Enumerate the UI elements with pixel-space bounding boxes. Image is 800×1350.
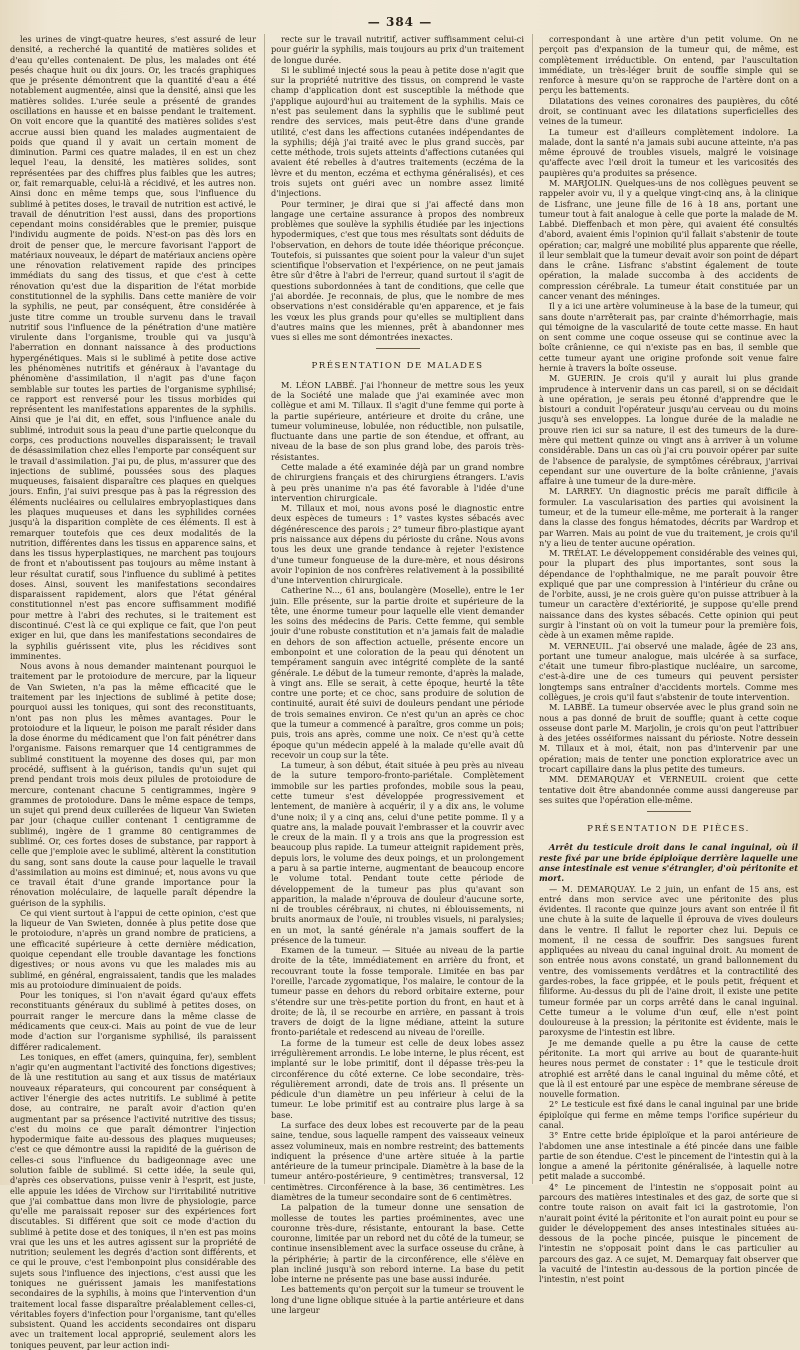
section-title-pieces: PRÉSENTATION DE PIÈCES. — [587, 824, 750, 835]
columns — [10, 34, 798, 1350]
paragraph: 2° Le testicule est fixé dans le canal inguinal par une bride épiploïque qui ferme en même temps l'orifice supérieur du canal. — [539, 1099, 798, 1130]
paragraph: Les battements qu'on perçoit sur la tumeur se trouvent le long d'une ligne oblique située à la partie antérieure et dans une largeur — [271, 1284, 524, 1316]
column-right — [532, 34, 798, 1285]
paragraph: Pour terminer, je dirai que si j'ai affecté dans mon langage une certaine assurance à propos des nombreux problèmes que soulève la syphilis étudiée par les injections hypodermiques, c'est que tous mes résultats sont déduits de l'observation, en dehors de toute idée théorique préconçue. Toutefois, si puissantes que soient pour la valeur d'un sujet scientifique l'observation et l'expérience, on ne peut jamais être sûr d'être à l'abri de l'erreur, quand surtout il s'agit de questions subordonnées à tant de conditions, que celle que j'ai abordée. Je reconnais, de plus, que le nombre de mes observations n'est considérable qu'en apparence, et je fais les vœux les plus grands pour qu'elles se multiplient dans d'autres mains que les miennes, prêt à abandonner mes vues si elles me sont démontrées inexactes. — [271, 198, 524, 343]
paragraph: M. Tillaux et moi, nous avons posé le diagnostic entre deux espèces de tumeurs : 1° vastes kystes sébacés avec dégénérescence des parois ; 2° tumeur fibro-plastique ayant pris naissance aux dépens du périoste du crâne. Nous avons tous les deux une grande tendance à rejeter l'existence d'une tumeur fongueuse de la dure-mère, et nous désirons avoir l'opinion de nos confrères relativement à la possibilité d'une intervention chirurgicale. — [271, 503, 524, 586]
paragraph: 3° Entre cette bride épiploïque et la paroi antérieure de l'abdomen une anse intestinale a été pincée dans une faible partie de son étendue. C'est le pincement de l'intestin qui à la longue a amené la péritonite généralisée, à laquelle notre petit malade a succombé. — [539, 1130, 798, 1182]
paragraph: Il y a ici une artère volumineuse à la base de la tumeur, qui sans doute n'arrêterait pas, par crainte d'hémorrhagie, mais qui témoigne de la vascularité de toute cette masse. En haut on sent comme une coque osseuse qui se continue avec la boîte crânienne, ce qui n'existe pas en bas, il semble que cette tumeur ayant une origine profonde soit venue faire hernie à travers la boîte osseuse. — [539, 301, 798, 373]
paragraph: recte sur le travail nutritif, activer suffisamment celui-ci pour guérir la syphilis, mais toujours au prix d'un traitement de longue durée. — [271, 34, 524, 65]
paragraph: Nous avons à nous demander maintenant pourquoi le traitement par le protoiodure de mercure, par la liqueur de Van Swieten, n'a pas la même efficacité que le traitement par les injections de sublimé à petite dose; pourquoi aussi les toniques, qui sont des reconstituants, n'ont pas non plus les mêmes avantages. Pour le protoiodure et la liqueur, le poison me paraît résider dans la dose énorme du médicament que l'on fait pénétrer dans l'organisme. Faisons remarquer que 14 centigrammes de sublimé constituent la moyenne des doses qui, par mon procédé, suffisent à la guérison, tandis qu'un sujet qui prend pendant trois mois deux pilules de protoiodure de mercure, contenant chacune 5 centigrammes, ingère 9 grammes de protoiodure. Dans le même espace de temps, un sujet qui prend deux cuillerées de liqueur Van Swieten par jour (chaque cuiller contenant 1 centigramme de sublimé), ingère de 1 gramme 80 centigrammes de sublimé. Or, ces fortes doses de substance, par rapport à celle que j'emploie avec le sublimé, altèrent la constitution du sang, sont sans doute la cause pour laquelle le travail d'assimilation au moins est diminué; et, nous avons vu que ce travail était d'une grande importance pour la rénovation moléculaire, de laquelle paraît dépendre la guérison de la syphilis. — [10, 661, 256, 908]
paragraph: La tumeur est d'ailleurs complètement indolore. La malade, dont la santé n'a jamais subi aucune atteinte, n'a pas même éprouvé de troubles visuels, malgré le voisinage qu'affecte avec l'œil droit la tumeur et les varicosités des paupières qu'a produites sa présence. — [539, 126, 798, 178]
paragraph: M. GUERIN. Je crois qu'il y aurait lui plus grande imprudence à intervenir dans un cas pareil, si on se décidait à une opération, je serais peu étonné d'apprendre que le bistouri a conduit l'opérateur jusqu'au cerveau ou du moins jusqu'à ses enveloppes. La longue durée de la maladie ne prouve rien ici sur sa nature, il est des tumeurs de la dure-mère qui mettent quinze ou vingt ans à arriver à un volume considérable. Dans un cas où j'ai cru pouvoir opérer par suite de l'absence de paralysie, de symptômes cérébraux, j'arrivai cependant sur une ouverture de la boîte crânienne, j'avais affaire à une tumeur de la dure-mère. — [539, 373, 798, 487]
paragraph: Dilatations des veines coronaires des paupières, du côté droit, se continuant avec les dilatations superficielles des veines de la tumeur. — [539, 95, 798, 127]
paragraph: MM. DEMARQUAY et VERNEUIL croient que cette tentative doit être abandonnée comme aussi dangereuse par ses suites que l'opération elle-même. — [539, 774, 798, 805]
paragraph: M. LÉON LABBÉ. J'ai l'honneur de mettre sous les yeux de la Société une malade que j'ai examinée avec mon collègue et ami M. Tillaux. Il s'agit d'une femme qui porte à la partie supérieure, antérieure et droite du crâne, une tumeur volumineuse, lobulée, non réductible, non pulsatile, fluctuante dans une partie de son étendue, et offrant, au niveau de la base de son plus grand lobe, des parois très-résistantes. — [271, 379, 524, 462]
paragraph: M. VERNEUIL. J'ai observé une malade, âgée de 23 ans, portant une tumeur analogue, mais ulcérée à sa surface, c'était une tumeur fibro-plastique nucléaire, un sarcome, c'est-à-dire une de ces tumeurs qui peuvent persister longtemps sans entraîner d'accidents mortels. Comme mes collègues, je crois qu'il faut s'abstenir de toute intervention. — [539, 640, 798, 702]
paragraph: correspondant à une artère d'un petit volume. On ne perçoit pas d'expansion de la tumeur qui, de même, est complètement irréductible. On entend, par l'auscultation immédiate, un très-léger bruit de souffle simple qui se renforce à mesure qu'on se rapproche de l'artère dont on a perçu les battements. — [539, 34, 798, 96]
case-heading: Arrêt du testicule droit dans le canal inguinal, où il reste fixé par une bride épiploïque derrière laquelle une anse intestinale est venue s'étrangler, d'où péritonite et mort. — [539, 842, 798, 884]
paragraph: 4° Le pincement de l'intestin ne s'opposait point au parcours des matières intestinales et des gaz, de sorte que si contre toute raison on avait fait ici la gastrotomie, l'on n'aurait point évité la péritonite et l'on aurait point eu pour se guider le développement des anses intestinales situées au-dessous de la poche pincée, puisque le pincement de l'intestin ne s'opposait point dans le cas particulier au parcours des gaz. A ce sujet, M. Demarquay fait observer que la vacuité de l'intestin au-dessous de la portion pincée de l'intestin, n'est point — [539, 1181, 798, 1285]
paragraph: — M. DEMARQUAY. Le 2 juin, un enfant de 15 ans, est entré dans mon service avec une péritonite des plus évidentes. Il raconte que quinze jours avant son entrée il fit une chute à la suite de laquelle il éprouva de vives douleurs dans le ventre. Il fallut le reporter chez lui. Depuis ce moment, il ne cessa de souffrir. Des sangsues furent appliquées au niveau du canal inguinal droit. Au moment de son entrée nous avons constaté, un grand ballonnement du ventre, des vomissements verdâtres et la contractilité des gardes-robes, la face grippée, et le pouls petit, fréquent et filiforme. Au-dessus du pli de l'aine droit, il existe une petite tumeur formée par un corps arrêté dans le canal inguinal. Cette tumeur a le volume d'un œuf, elle n'est point douloureuse à la pression; la péritonite est évidente, mais le paroxysme de l'intestin est libre. — [539, 883, 798, 1038]
paragraph: La tumeur, à son début, était située à peu près au niveau de la suture temporo-fronto-pariétale. Complètement immobile sur les parties profondes, mobile sous la peau, cette tumeur s'est développée progressivement et lentement, de manière à acquérir, il y a dix ans, le volume d'une noix; il y a cinq ans, celui d'une petite pomme. Il y a quatre ans, la malade pouvait l'embrasser et la couvrir avec le creux de la main. Il y a trois ans que la progression est beaucoup plus rapide. La tumeur atteignit rapidement près, depuis lors, le volume des deux poings, et un prolongement a paru à sa partie interne, augmentant de beaucoup encore le volume total. Pendant toute cette période de développement de la tumeur pas plus qu'avant son apparition, la malade n'éprouva de douleur d'aucune sorte, ni de troubles cérébraux, ni chutes, ni éblouissements, ni bruits anormaux de l'ouïe, ni troubles visuels, ni paralysies; en un mot, la santé générale n'a jamais souffert de la présence de la tumeur. — [271, 760, 524, 945]
paragraph: Si le sublimé injecté sous la peau à petite dose n'agit que sur la propriété nutritive des tissus, on comprend le vaste champ d'application dont est susceptible la méthode que j'applique aujourd'hui au traitement de la syphilis. Mais ce n'est pas seulement dans la syphilis que le sublimé peut rendre des services, mais peut-être dans d'une grande utilité, c'est dans les affections cutanées indépendantes de la syphilis; déjà j'ai traité avec le plus grand succès, par cette méthode, trois sujets atteints d'affections cutanées qui avaient été rebelles à d'autres traitements (eczéma de la lèvre et du menton, eczéma et ecthyma généralisés), et ces trois sujets ont guéri avec un nombre assez limité d'injections. — [271, 64, 524, 199]
paragraph: Examen de la tumeur. — Située au niveau de la partie droite de la tête, immédiatement en arrière du front, et recouvrant toute la fosse temporale. Limitée en bas par l'oreille, l'arcade zygomatique, l'os malaire, le contour de la tumeur passe en dehors du rebord orbitaire externe, pour s'étendre sur une très-petite portion du front, en haut et à droite; de là, il se recourbe en arrière, en passant à trois travers de doigt de la ligne médiane, atteint la suture fronto-pariétale et redescend au niveau de l'oreille. — [271, 945, 524, 1038]
page-number: — 384 — — [367, 15, 433, 29]
paragraph: M. MARJOLIN. Quelques-uns de nos collègues peuvent se rappeler avoir vu, il y a quelque vingt-cinq ans, à la clinique de Lisfranc, une jeune fille de 16 à 18 ans, portant une tumeur tout à fait analogue à celle que porte la malade de M. Labbé. Dieffenbach et mon père, qui avaient été consultés d'abord, avaient émis l'opinion qu'il fallait s'abstenir de toute opération; car, malgré une mobilité plus apparente que réelle, il leur semblait que la tumeur devait avoir son point de départ dans le crâne. Lisfranc s'abstint également de toute opération, la malade succomba à des accidents de compression cérébrale. La tumeur était constituée par un cancer venant des méninges. — [539, 177, 798, 302]
paragraph: les urines de vingt-quatre heures, s'est assuré de leur densité, a recherché la quantité de matières solides et d'eau qu'elles contenaient. De plus, les malades ont été pesés chaque huit ou dix jours. Or, les tracés graphiques que je présente démontrent que la quantité d'eau a été notablement augmentée, ainsi que la densité, ainsi que les matières solides. L'urée seule a présenté de grandes oscillations en hausse et en baisse pendant le traitement. On voit encore que la quantité des matières solides s'est accrue aussi bien quand les malades augmentaient de poids que quand il y avait un certain moment de diminution. Parmi ces quatre malades, il en est un chez lequel l'eau, la densité, les matières solides, sont représentées par des chiffres plus faibles que les autres; or, fait remarquable, celui-là a récidivé, et les autres non. Ainsi donc en même temps que, sous l'influence du sublimé à petites doses, le travail de nutrition est activé, le travail de dénutrition l'est aussi, dans des proportions cependant moins considérables que le premier, puisque l'individu augmente de poids. N'est-on pas dès lors en droit de penser que, le mercure favorisant l'apport de matériaux nouveaux, le départ de matériaux anciens opère une rénovation relativement rapide des principes immédiats du sang des tissus, et que c'est à cette rénovation qu'est due la disparition de l'état morbide constitutionnel de la syphilis. Dans cette manière de voir la syphilis, ne peut, par conséquent, être considérée à juste titre comme un trouble survenu dans le travail nutritif sous l'influence de la pénétration d'une matière virulente dans l'organisme, trouble qui va jusqu'à l'aberration en donnant naissance à des productions hypergénétiques. Mais si le sublimé à petite dose active les phénomènes nutritifs et généraux à l'avantage du phénomène d'assimilation, il n'agit pas d'une façon semblable sur toutes les parties de l'organisme syphilisé; ce rapport est renversé pour les tissus morbides qui représentent les manifestations apparentes de la syphilis. Ainsi que je l'ai dit, en effet, sous l'influence anale du sublimé, introduit sous la peau d'une partie quelconque du corps, ces productions nouvelles disparaissent; le travail de désassimilation chez elles l'emporte par conséquent sur le travail d'assimilation. J'ai pu, de plus, m'assurer que des injections de sublimé, poussées sous des plaques muqueuses, faisaient disparaître ces plaques en quelques jours. Enfin, j'ai suivi presque pas à pas la régression des éléments nucléaires ou cellulaires embryoplastiques dans les plaques muqueuses et dans les syphilides cornées jusqu'à la disparition complète de ces éléments. Il est à remarquer toutefois que ces deux modalités de la nutrition, différentes dans les tissus en apparence sains, et dans les tissus hyperplastiques, ne marchent pas toujours de front et n'aboutissent pas toujours au même instant à leur résultat curatif, sous l'influence du sublimé à petites doses. Ainsi, souvent les manifestations secondaires disparaissent rapidement, alors que l'état général constitutionnel n'est pas encore suffisamment modifié pour mettre à l'abri des rechutes, si le traitement est discontinué. C'est là ce qui explique ce fait, que l'on peut exiger en lui, que dans les manifestations secondaires de la syphilis guérissent vite, plus les récidives sont imminentes. — [10, 34, 256, 661]
paragraph: La palpation de la tumeur donne une sensation de mollesse de toutes les parties proéminentes, avec une couronne très-dure, résistante, entourant la base. Cette couronne, limitée par un rebord net du côté de la tumeur, se continue insensiblement avec la surface osseuse du crâne, à la périphérie; à partir de la circonférence, elle s'élève en plan incliné jusqu'à son rebord interne. La base du petit lobe interne ne présente pas une base aussi indurée. — [271, 1202, 524, 1285]
section-rule — [376, 348, 420, 349]
paragraph: M. LARREY. Un diagnostic précis me paraît difficile à formuler. La vascularisation des parties qui avoisinent la tumeur, et de la tumeur elle-même, me porterait à la ranger dans la classe des fongus hématodes, décrits par Wardrop et par Warren. Mais au point de vue du traitement, je crois qu'il n'y a lieu de tenter aucune opération. — [539, 486, 798, 548]
paragraph: M. LABBÉ. La tumeur observée avec le plus grand soin ne nous a pas donné de bruit de souffle; quant à cette coque osseuse dont parle M. Marjolin, je crois qu'on peut l'attribuer à des jetées osséiformes naissant du périoste. Notre dessein M. Tillaux et à moi, était, non pas d'intervenir par une opération; mais de tenter une ponction exploratrice avec un trocart capillaire dans la plus petite des tumeurs. — [539, 702, 798, 774]
column-middle — [264, 34, 524, 1316]
paragraph: Cette malade a été examinée déjà par un grand nombre de chirurgiens français et des chirurgiens étrangers. L'avis à peu près unanime n'a pas été favorable à l'idée d'une intervention chirurgicale. — [271, 461, 524, 503]
column-left — [10, 34, 256, 1350]
section-rule — [647, 811, 691, 812]
paragraph: Les toniques, en effet (amers, quinquina, fer), semblent n'agir qu'en augmentant l'activité des fonctions digestives; de là une restitution au sang et aux tissus de matériaux nouveaux réparateurs, qui concourent par conséquent à activer l'énergie des actes nutritifs. Le sublimé à petite dose, au contraire, ne paraît avoir d'action qu'en augmentant par sa présence l'activité nutritive des tissus; c'est du moins ce que paraît démontrer l'injection hypodermique faite au-dessous des plaques muqueuses; c'est ce que démontre aussi la rapidité de la guérison de celles-ci sous l'influence du badigeonnage avec une solution faible de sublimé. Si cette idée, la seule qui, d'après ces observations, puisse venir à l'esprit, est juste, elle appuie les idées de Virchow sur l'irritabilité nutritive que j'ai combattue dans mon livre de physiologie, parce qu'elle me paraissait reposer sur des expériences fort discutables. Si différent que soit ce mode d'action du sublimé à petite dose et des toniques, il n'en est pas moins vrai que les uns et les autres agissent sur la propriété de nutrition; seulement les degrés d'action sont différents, et ce qui le prouve, c'est l'embonpoint plus considérable des sujets sous l'influence des injections, c'est aussi que les toniques ne guérissent jamais les manifestations secondaires de la syphilis, à moins que l'intervention d'un traitement local fasse disparaître préalablement celles-ci, véritables foyers d'infection pour l'organisme, tant qu'elles subsistent. Quand les accidents secondaires ont disparu avec un traitement local approprié, seulement alors les toniques peuvent, par leur action indi- — [10, 1051, 256, 1350]
paragraph: Pour les toniques, si l'on n'avait égard qu'aux effets reconstituants généraux du sublimé à petites doses, on pourrait ranger le mercure dans la même classe de médicaments que ceux-ci. Mais au point de vue de leur mode d'action sur l'organisme syphilisé, ils paraissent différer radicalement. — [10, 990, 256, 1052]
paragraph: Ce qui vient surtout à l'appui de cette opinion, c'est que la liqueur de Van Swieten, donnée à plus petite dose que le protoiodure, n'après un grand nombre de praticiens, a une efficacité supérieure à cette dernière médication, quoique cependant elle trouble davantage les fonctions digestives; or nous avons vu que les malades mis au sublimé, en général, engraissaient, tandis que les malades mis au protoiodure diminuaient de poids. — [10, 907, 256, 990]
section-title-malades: PRÉSENTATION DE MALADES — [311, 361, 484, 372]
paragraph: M. TRÉLAT. Le développement considérable des veines qui, pour la plupart des plus importantes, sont sous la dépendance de l'ophthalmique, ne me paraît pouvoir être expliqué que par une compression à l'intérieur du crâne ou de l'orbite, aussi, je ne crois guère qu'on puisse attribuer à la tumeur un caractère d'extériorité, je suppose qu'elle prend naissance dans des kystes sébacés. Cette opinion qui peut surgir à l'instant où on voit la tumeur pour la première fois, cède à un examen même rapide. — [539, 548, 798, 641]
paragraph: La surface des deux lobes est recouverte par de la peau saine, tendue, sous laquelle rampent des vaisseaux veineux assez volumineux, mais en nombre restreint; des battements indiquent la présence d'une artère située à la partie antérieure de la tumeur principale. Diamètre à la base de la tumeur antéro-postérieure, 9 centimètres; transversal, 12 centimètres. Circonférence à la base, 36 centimètres. Les diamètres de la tumeur secondaire sont de 6 centimètres. — [271, 1119, 524, 1202]
paragraph: Je me demande quelle a pu être la cause de cette péritonite. La mort qui arrive au bout de quarante-huit heures nous permet de constater : 1° que le testicule droit atrophié est arrêté dans le canal inguinal du même côté, et que là il est entouré par une espèce de membrane séreuse de nouvelle formation. — [539, 1037, 798, 1100]
paragraph: La forme de la tumeur est celle de deux lobes assez irrégulièrement arrondis. Le lobe interne, le plus récent, est implanté sur le lobe primitif, dont il dépasse très-peu la circonférence du côté externe. Ce lobe secondaire, très-régulièrement arrondi, date de trois ans. Il présente un pédicule d'un diamètre un peu inférieur à celui de la tumeur. Le lobe primitif est au contraire plus large à sa base. — [271, 1037, 524, 1120]
paragraph: Catherine N..., 61 ans, boulangère (Moselle), entre le 1er juin. Elle présente, sur la partie droite et supérieure de la tête, une énorme tumeur pour laquelle elle vient demander les soins des médecins de Paris. Cette femme, qui semble jouir d'une robuste constitution et n'a jamais fait de maladie en dehors de son affection actuelle, présente encore un embonpoint et une coloration de la peau qui dénotent un tempérament sanguin avec intégrité complète de la santé générale. Le début de la tumeur remonte, d'après la malade, à vingt ans. Elle se serait, à cette époque, heurté la tête contre une porte; et ce choc, sans produire de solution de continuité, aurait été suivi de douleurs pendant une période de trois semaines environ. Ce n'est qu'un an après ce choc que la tumeur a commencé à paraître, gros comme un pois; puis, trois ans après, comme une noix. Ce n'est qu'à cette époque qu'un médecin appelé à la malade qu'elle avait dû recevoir un coup sur la tête. — [271, 585, 524, 760]
